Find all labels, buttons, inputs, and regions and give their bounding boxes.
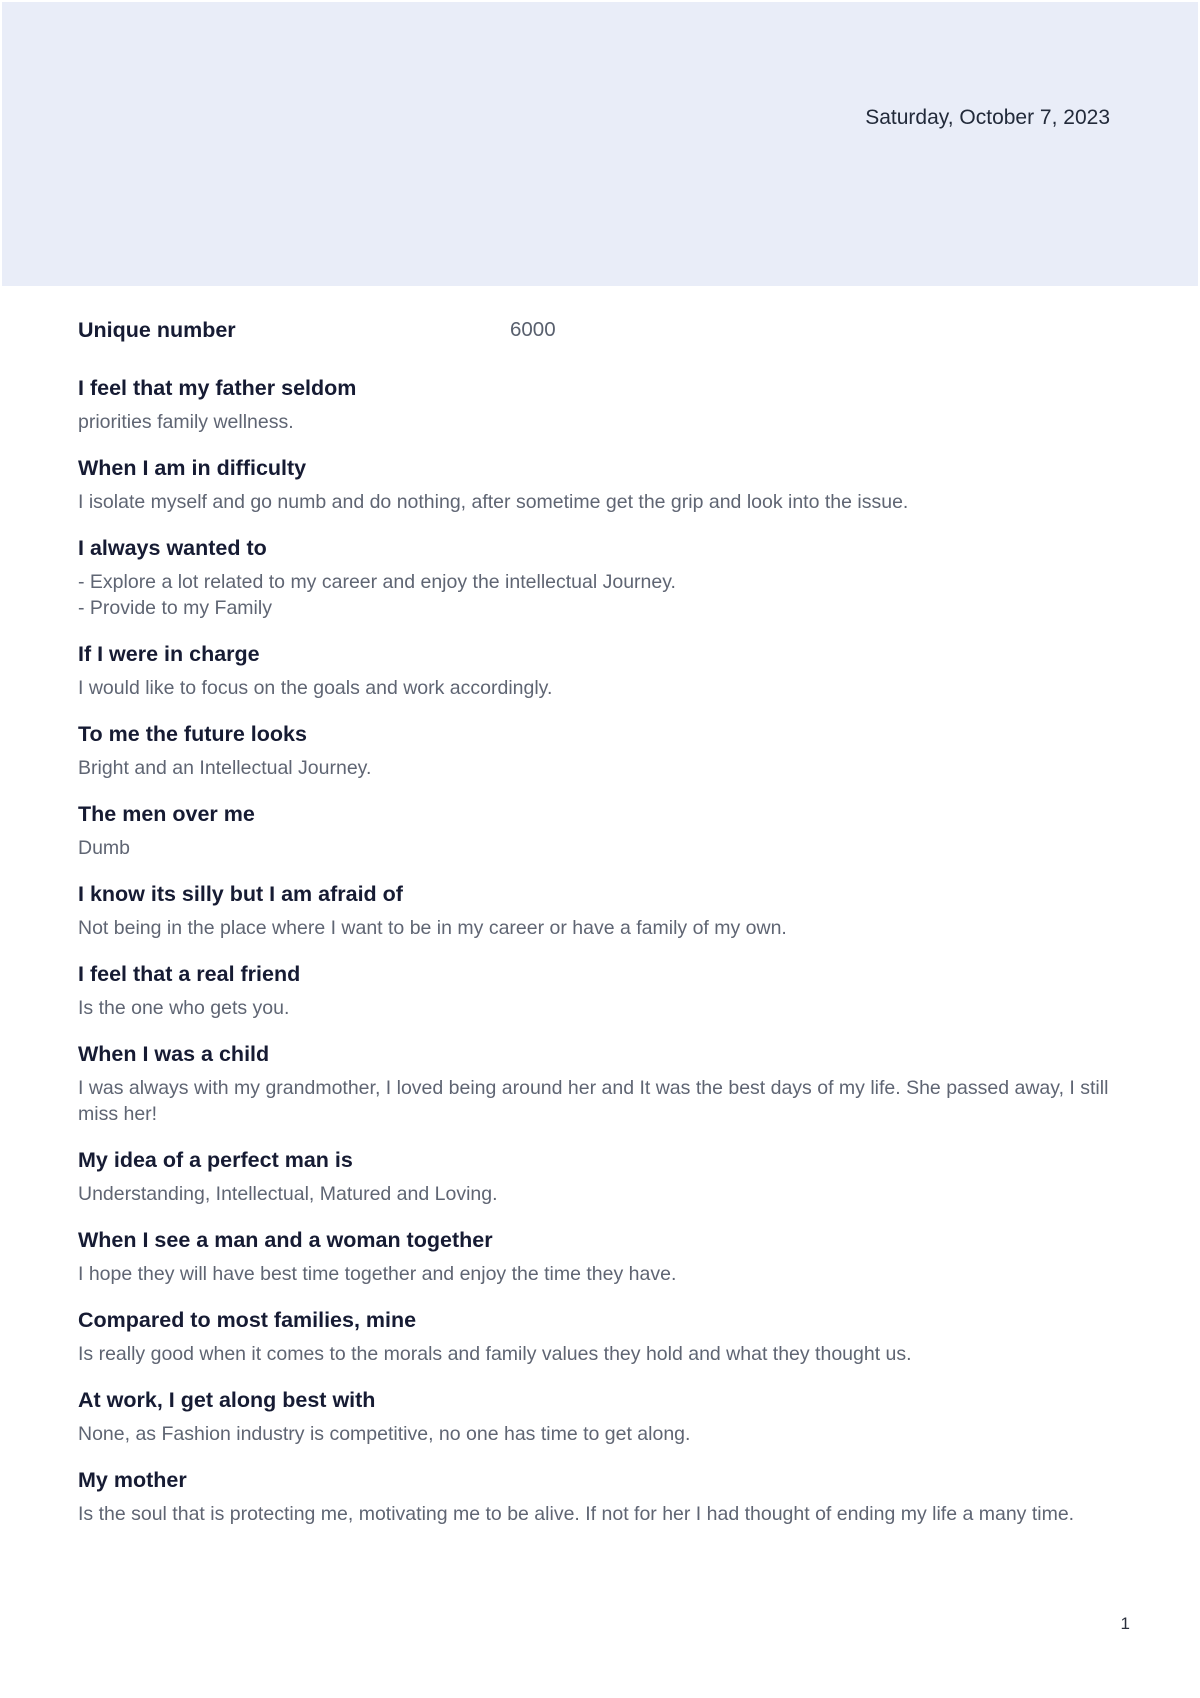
question: To me the future looks [78, 722, 307, 746]
answer: - Explore a lot related to my career and enjoy the intellectual Journey. - Provide to my Family [78, 571, 676, 619]
document-body [78, 318, 1118, 1546]
question: If I were in charge [78, 642, 260, 666]
question: I feel that a real friend [78, 962, 301, 986]
qa-item [78, 1226, 1118, 1287]
answer: None, as Fashion industry is competitive, no one has time to get along. [78, 1423, 691, 1445]
question: When I was a child [78, 1042, 270, 1066]
question: I feel that my father seldom [78, 376, 357, 400]
answer: Bright and an Intellectual Journey. [78, 757, 372, 779]
answer: Dumb [78, 837, 131, 859]
question: I know its silly but I am afraid of [78, 882, 403, 906]
qa-item [78, 374, 1118, 435]
question: When I am in difficulty [78, 456, 307, 480]
unique-number-value: 6000 [510, 318, 556, 341]
qa-item [78, 800, 1118, 861]
qa-item [78, 960, 1118, 1021]
qa-item [78, 880, 1118, 941]
qa-item [78, 640, 1118, 701]
unique-number-row [78, 318, 1118, 350]
report-date: Saturday, October 7, 2023 [865, 106, 1110, 129]
page-number: 1 [1120, 1614, 1130, 1633]
qa-item [78, 1040, 1118, 1127]
question: At work, I get along best with [78, 1388, 376, 1412]
question: I always wanted to [78, 536, 267, 560]
answer: Not being in the place where I want to be in my career or have a family of my own. [78, 917, 787, 939]
qa-item [78, 1386, 1118, 1447]
qa-item [78, 1146, 1118, 1207]
answer: Understanding, Intellectual, Matured and Loving. [78, 1183, 498, 1205]
qa-item [78, 454, 1118, 515]
qa-item [78, 1466, 1118, 1527]
qa-item [78, 534, 1118, 621]
header-band [2, 2, 1198, 286]
question: My idea of a perfect man is [78, 1148, 353, 1172]
answer: Is the one who gets you. [78, 997, 290, 1019]
unique-number-label: Unique number [78, 318, 236, 342]
qa-item [78, 1306, 1118, 1367]
question: When I see a man and a woman together [78, 1228, 493, 1252]
answer: I hope they will have best time together and enjoy the time they have. [78, 1263, 677, 1285]
qa-item [78, 720, 1118, 781]
answer: I isolate myself and go numb and do nothing, after sometime get the grip and look into the issue. [78, 491, 909, 513]
answer: Is really good when it comes to the morals and family values they hold and what they thought us. [78, 1343, 912, 1365]
question: Compared to most families, mine [78, 1308, 417, 1332]
answer: I would like to focus on the goals and work accordingly. [78, 677, 553, 699]
answer: I was always with my grandmother, I loved being around her and It was the best days of my life. She passed away, I still miss her! [78, 1077, 1109, 1125]
question: My mother [78, 1468, 187, 1492]
answer: priorities family wellness. [78, 411, 294, 433]
answer: Is the soul that is protecting me, motivating me to be alive. If not for her I had thought of ending my life a many time. [78, 1503, 1075, 1525]
question: The men over me [78, 802, 255, 826]
